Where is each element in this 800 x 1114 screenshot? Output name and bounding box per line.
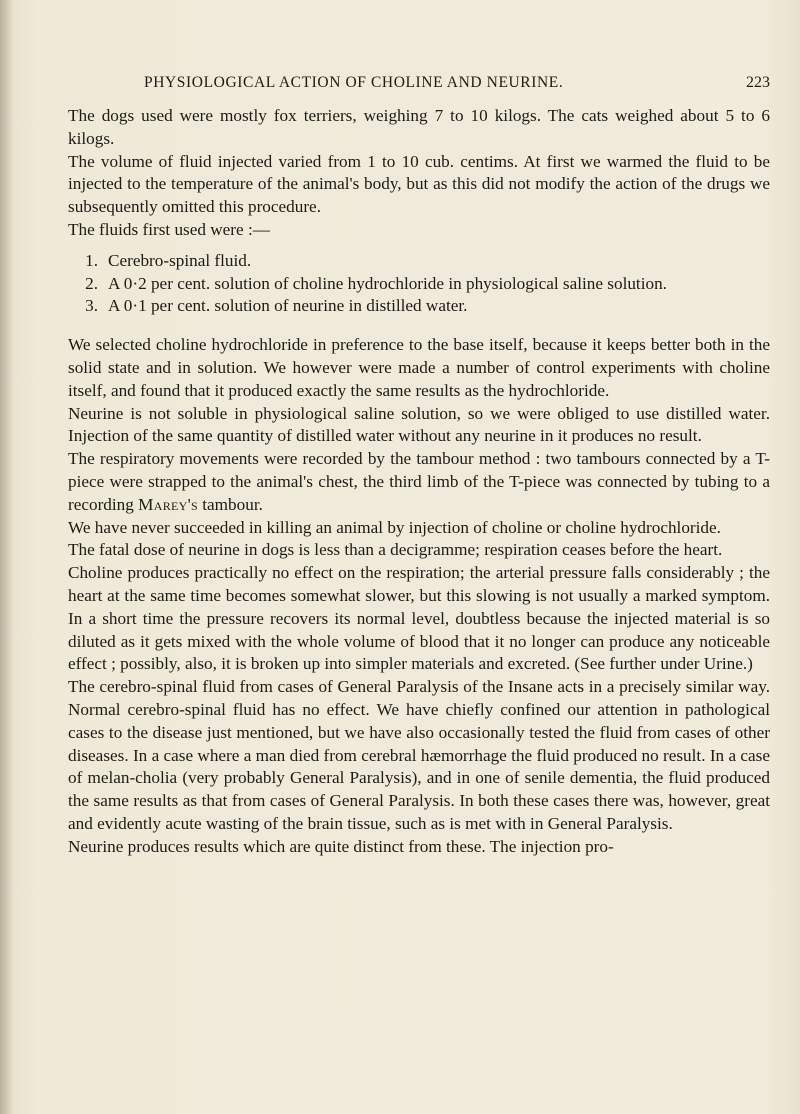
author-name: Marey's <box>138 494 198 514</box>
paragraph: The cerebro-spinal fluid from cases of General Paralysis of the Insane acts in a precisely similar way. Normal cerebro-spinal fluid has no effect. We have chiefly confined our attention in pathological cases to the disease just mentioned, but we have also occasionally tested the fluid from cases of other diseases. In a case where a man died from cerebral hæmorrhage the fluid produced no result. In a case of melan-cholia (very probably General Paralysis), and in one of senile dementia, the fluid produced the same results as that from cases of General Paralysis. In both these cases there was, however, great and evidently acute wasting of the brain tissue, such as is met with in General Paralysis. <box>68 677 770 833</box>
paragraph: The fluids first used were :— <box>68 219 270 239</box>
page-header <box>144 74 770 96</box>
list-item <box>68 273 770 296</box>
list-item-number: 1. <box>85 250 98 270</box>
paragraph: The volume of fluid injected varied from 1 to 10 cub. centims. At first we warmed the fluid to be injected to the temperature of the animal's body, but as this did not modify the action of the drugs we subsequently omitted this procedure. <box>68 151 770 217</box>
paragraph: We selected choline hydrochloride in preference to the base itself, because it keeps better both in the solid state and in solution. We however were made a number of control experiments with choline itself, and found that it produced exactly the same results as the hydrochloride. <box>68 335 770 400</box>
list-item-text: A 0·1 per cent. solution of neurine in distilled water. <box>108 296 468 316</box>
list-item-number: 2. <box>85 273 98 293</box>
list-item-text: Cerebro-spinal fluid. <box>108 250 252 270</box>
list-item-number: 3. <box>85 296 98 316</box>
text-run: tambour. <box>197 494 263 514</box>
paragraph: We have never succeeded in killing an animal by injection of choline or choline hydrochloride. <box>68 517 721 537</box>
running-head: PHYSIOLOGICAL ACTION OF CHOLINE AND NEURINE. <box>144 74 564 91</box>
binding-shadow <box>0 0 14 1114</box>
text-run: The respiratory movements were recorded by the tambour method : two tambours connected by a T-piece were strapped to the animal's chest, the third limb of the T-piece was connected by tubing to a recording <box>68 449 770 514</box>
paragraph: The dogs used were mostly fox terriers, weighing 7 to 10 kilogs. The cats weighed about 5 to 6 kilogs. <box>68 106 770 148</box>
paragraph: Neurine produces results which are quite distinct from these. The injection pro- <box>68 836 614 856</box>
paragraph: The fatal dose of neurine in dogs is less than a decigramme; respiration ceases before the heart. <box>68 540 723 560</box>
fluids-list <box>68 250 770 318</box>
list-item <box>68 250 770 273</box>
paragraph: Choline produces practically no effect on the respiration; the arterial pressure falls considerably ; the heart at the same time becomes somewhat slower, but this slowing is not usually a marked symptom. In a short time the pressure recovers its normal level, doubtless because the injected material is so diluted as it gets mixed with the whole volume of blood that it no longer can produce any noticeable effect ; possibly, also, it is broken up into simpler materials and excreted. (See further under Urine.) <box>68 563 770 674</box>
paragraph: Neurine is not soluble in physiological saline solution, so we were obliged to use distilled water. Injection of the same quantity of distilled water without any neurine in it produces no result. <box>68 403 770 446</box>
list-item-text: A 0·2 per cent. solution of choline hydrochloride in physiological saline solution. <box>108 273 667 293</box>
paragraph <box>68 448 770 516</box>
list-item <box>68 295 770 318</box>
body-text <box>68 105 770 859</box>
page-number: 223 <box>746 74 770 91</box>
